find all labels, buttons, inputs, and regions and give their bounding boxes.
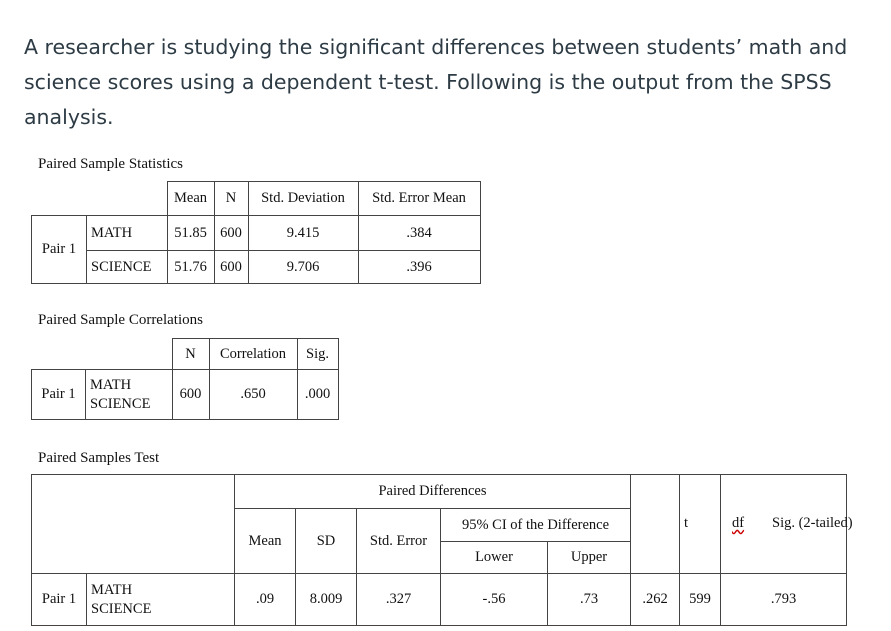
sig-value: .000 bbox=[297, 370, 338, 420]
correlation-value: .650 bbox=[209, 370, 297, 420]
sem-value: .384 bbox=[358, 216, 480, 251]
var-name: MATH bbox=[91, 581, 133, 598]
header-sig-2-tailed: Sig. (2-tailed) bbox=[772, 515, 853, 531]
sem-value: .396 bbox=[358, 251, 480, 284]
header-df: df bbox=[732, 515, 745, 531]
header-sd: SD bbox=[296, 509, 357, 574]
lower-value: -.56 bbox=[441, 574, 548, 626]
pair-label: Pair 1 bbox=[32, 370, 86, 420]
n-value: 600 bbox=[214, 216, 248, 251]
df-value: 599 bbox=[680, 574, 721, 626]
t-value: .262 bbox=[631, 574, 680, 626]
header-n: N bbox=[172, 339, 209, 370]
std-error-value: .327 bbox=[357, 574, 441, 626]
sig-value: .793 bbox=[721, 574, 847, 626]
question-line-1: A researcher is studying the significant differences between students’ math and bbox=[24, 35, 848, 59]
mean-value: .09 bbox=[235, 574, 296, 626]
header-std-error: Std. Error bbox=[357, 509, 441, 574]
sd-value: 9.706 bbox=[248, 251, 358, 284]
header-sig: Sig. bbox=[297, 339, 338, 370]
pair-label: Pair 1 bbox=[32, 216, 87, 284]
var-names bbox=[86, 370, 173, 420]
var-name: SCIENCE bbox=[90, 395, 151, 412]
header-std-deviation: Std. Deviation bbox=[248, 182, 358, 216]
test-caption: Paired Samples Test bbox=[38, 450, 160, 466]
n-value: 600 bbox=[172, 370, 209, 420]
var-names bbox=[87, 574, 235, 626]
table-row bbox=[32, 574, 847, 626]
header-n: N bbox=[214, 182, 248, 216]
header-ci: 95% CI of the Difference bbox=[441, 509, 631, 542]
statistics-table bbox=[31, 181, 481, 284]
sd-value: 8.009 bbox=[296, 574, 357, 626]
question-line-3: analysis. bbox=[24, 105, 114, 129]
mean-value: 51.76 bbox=[167, 251, 214, 284]
mean-value: 51.85 bbox=[167, 216, 214, 251]
pair-label: Pair 1 bbox=[32, 574, 87, 626]
table-row bbox=[32, 216, 481, 251]
header-lower: Lower bbox=[441, 542, 548, 574]
correlations-caption: Paired Sample Correlations bbox=[38, 312, 203, 328]
question-text bbox=[24, 30, 874, 135]
var-name: MATH bbox=[90, 376, 132, 393]
sd-value: 9.415 bbox=[248, 216, 358, 251]
upper-value: .73 bbox=[548, 574, 631, 626]
statistics-caption: Paired Sample Statistics bbox=[38, 156, 183, 172]
header-t: t bbox=[684, 515, 689, 531]
header-upper: Upper bbox=[548, 542, 631, 574]
table-row bbox=[32, 370, 339, 420]
test-header-row-1 bbox=[32, 475, 847, 509]
header-correlation: Correlation bbox=[209, 339, 297, 370]
header-mean: Mean bbox=[167, 182, 214, 216]
var-name: SCIENCE bbox=[87, 251, 168, 284]
header-mean: Mean bbox=[235, 509, 296, 574]
statistics-header-row bbox=[32, 182, 481, 216]
var-name: MATH bbox=[87, 216, 168, 251]
header-std-error-mean: Std. Error Mean bbox=[358, 182, 480, 216]
question-line-2: science scores using a dependent t-test. Following is the output from the SPSS bbox=[24, 70, 832, 94]
correlations-table bbox=[31, 338, 339, 420]
header-paired-differences: Paired Differences bbox=[235, 475, 631, 509]
table-row bbox=[32, 251, 481, 284]
n-value: 600 bbox=[214, 251, 248, 284]
correlations-header-row bbox=[32, 339, 339, 370]
paired-test-table bbox=[31, 474, 847, 626]
var-name: SCIENCE bbox=[91, 600, 152, 617]
